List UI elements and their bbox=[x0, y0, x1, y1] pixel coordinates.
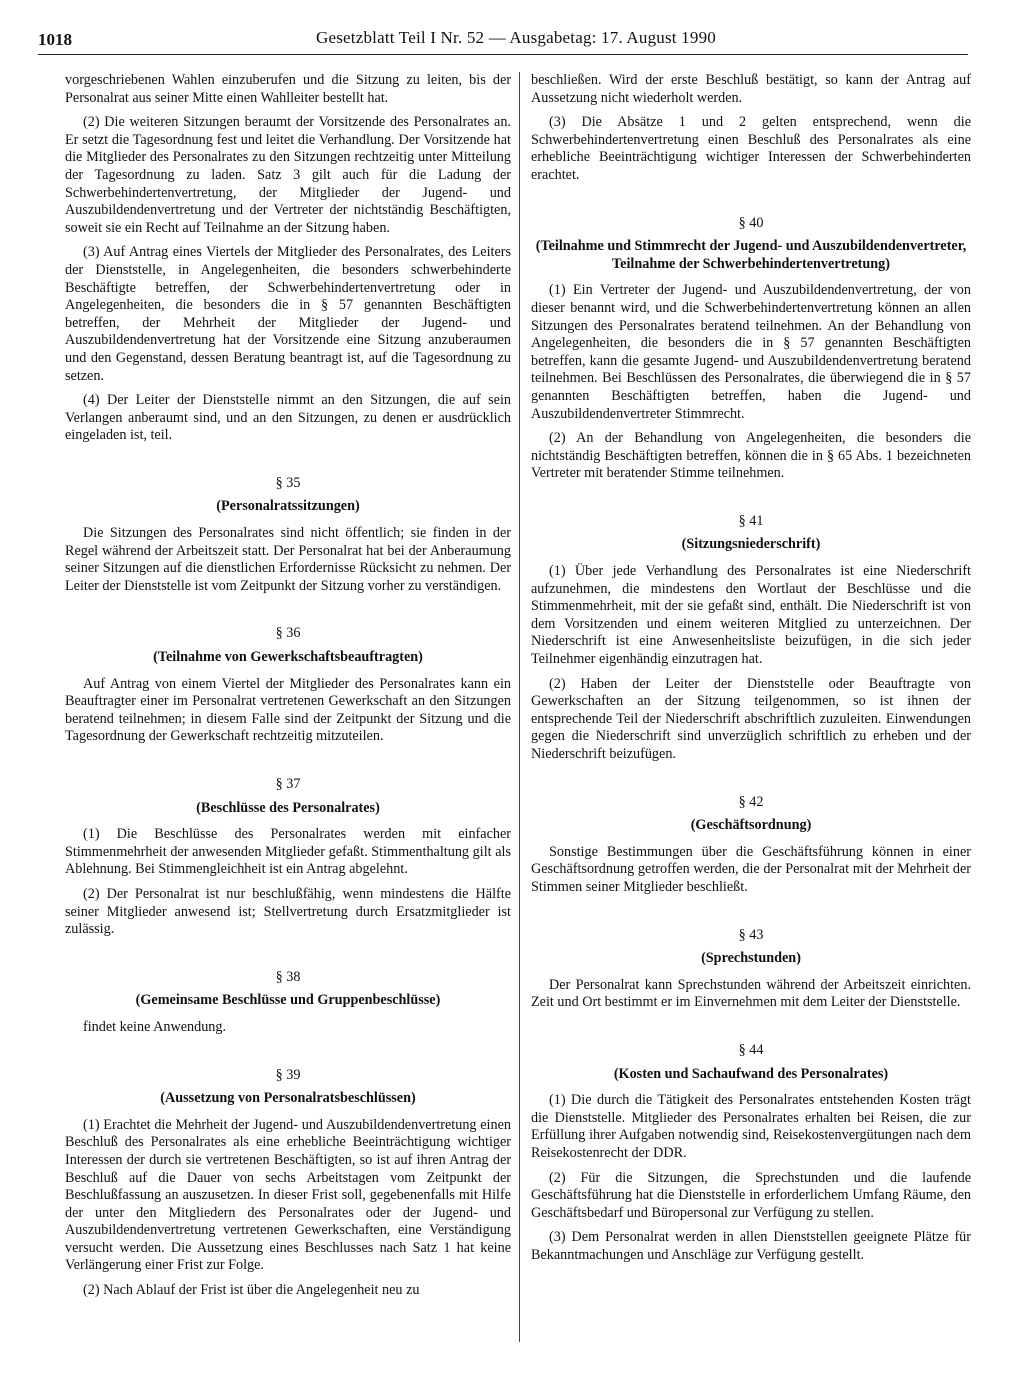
section-number: § 39 bbox=[275, 1066, 301, 1083]
page-header bbox=[38, 30, 968, 58]
paragraph: (1) Über jede Verhandlung des Personalrates ist eine Niederschrift aufzunehmen, die mindestens den Wortlaut der Beschlüsse und die Stimmenmehrheit, mit der sie gefaßt sind, enthält. Die Niederschrift ist von dem Vorsitzenden und einem weiteren Mitglied zu unterzeichnen. Der Niederschrift ist eine Anwesenheitsliste beizufügen, in die sich jeder Teilnehmer eigenhändig einzutragen hat. bbox=[531, 563, 971, 668]
section-title: (Kosten und Sachaufwand des Personalrates) bbox=[613, 1065, 889, 1082]
section-title: (Aussetzung von Personalratsbeschlüssen) bbox=[160, 1090, 416, 1107]
section-number: § 42 bbox=[738, 793, 764, 810]
section-number: § 41 bbox=[738, 512, 764, 529]
paragraph: beschließen. Wird der erste Beschluß bestätigt, so kann der Antrag auf Aussetzung nicht wiederholt werden. bbox=[531, 72, 971, 106]
paragraph: (1) Erachtet die Mehrheit der Jugend- und Auszubildendenvertretung einen Beschluß des Personalrates als eine erhebliche Beeinträchtigung wichtiger Interessen der durch sie vertretenen Beschäftigten, so ist auf ihren Antrag der Beschluß auf die Dauer von sechs Arbeitstagen vom Zeitpunkt der Beschlußfassung an auszusetzen. In dieser Frist soll, gegebenenfalls mit Hilfe der unter den Mitgliedern des Personalrates oder der Jugend- und Auszubildendenvertretung vertretenen Gewerkschaften, eine Verständigung versucht werden. Die Aussetzung eines Beschlusses nach Satz 1 hat keine Verlängerung einer Frist zur Folge. bbox=[65, 1116, 511, 1274]
header-rule bbox=[38, 54, 968, 55]
paragraph: Sonstige Bestimmungen über die Geschäftsführung können in einer Geschäftsordnung getroffen werden, die der Personalrat mit der Mehrheit der Stimmen seiner Mitglieder beschließt. bbox=[531, 843, 971, 895]
section-title: (Sprechstunden) bbox=[701, 950, 801, 967]
paragraph: (3) Auf Antrag eines Viertels der Mitglieder des Personalrates, des Leiters der Dienststelle, in Angelegenheiten, die besonders schwerbehinderte Beschäftigte betreffen, der Schwerbehindertenvertretung oder in Angelegenheiten, die besonders die in § 57 genannten Beschäftigten betreffen, der Mehrheit der Mitglieder der Jugend- und Auszubildendenvertretung hat der Vorsitzende eine Sitzung anzuberaumen und den Gegenstand, dessen Beratung beantragt ist, auf die Tagesordnung zu setzen. bbox=[65, 244, 511, 384]
section-number: § 43 bbox=[738, 926, 764, 943]
paragraph: (2) Für die Sitzungen, die Sprechstunden und die laufende Geschäftsführung hat die Dienststelle in erforderlichem Umfang Räume, den Geschäftsbedarf und Büropersonal zur Verfügung zu stellen. bbox=[531, 1169, 971, 1221]
section-number: § 36 bbox=[275, 625, 301, 642]
paragraph: (4) Der Leiter der Dienststelle nimmt an den Sitzungen, die auf sein Verlangen anberaumt sind, und an den Sitzungen, zu denen er ausdrücklich eingeladen ist, teil. bbox=[65, 392, 511, 444]
paragraph: (1) Die durch die Tätigkeit des Personalrates entstehenden Kosten trägt die Dienststelle. Mitglieder des Personalrates erhalten bei Reisen, die zur Erfüllung ihrer Aufgaben notwendig sind, Reisekostenvergütungen nach dem Reisekostenrecht der DDR. bbox=[531, 1092, 971, 1161]
paragraph: (2) Der Personalrat ist nur beschlußfähig, wenn mindestens die Hälfte seiner Mitglieder anwesend ist; Stellvertretung durch Ersatzmitglieder ist zulässig. bbox=[65, 885, 511, 938]
paragraph: findet keine Anwendung. bbox=[83, 1018, 227, 1035]
paragraph: vorgeschriebenen Wahlen einzuberufen und die Sitzung zu leiten, bis der Personalrat aus seiner Mitte einen Wahlleiter bestellt hat. bbox=[65, 72, 511, 106]
section-title: (Geschäftsordnung) bbox=[690, 817, 812, 834]
paragraph: (2) Die weiteren Sitzungen beraumt der Vorsitzende des Personalrates an. Er setzt die Tagesordnung fest und leitet die Verhandlung. Der Vorsitzende hat die Mitglieder des Personalrates zu den Sitzungen rechtzeitig unter Mitteilung der Tagesordnung zu laden. Satz 3 gilt auch für die Ladung der Schwerbehindertenvertretung, der Mitglieder der Jugend- und Auszubildendenvertretung und der Vertreter der nichtständig Beschäftigten, soweit sie ein Recht auf Teilnahme an der Sitzung haben. bbox=[65, 114, 511, 236]
paragraph: (3) Dem Personalrat werden in allen Dienststellen geeignete Plätze für Bekanntmachungen und Anschläge zur Verfügung gestellt. bbox=[531, 1229, 971, 1263]
paragraph: (3) Die Absätze 1 und 2 gelten entsprechend, wenn die Schwerbehindertenvertretung einen Beschluß des Personalrates als eine erhebliche Beeinträchtigung wichtiger Interessen der Schwerbehinderten erachtet. bbox=[531, 114, 971, 183]
page-number: 1018 bbox=[38, 30, 72, 49]
paragraph: (1) Die Beschlüsse des Personalrates werden mit einfacher Stimmenmehrheit der anwesenden Mitglieder gefaßt. Stimmenthaltung gilt als Ablehnung. Bei Stimmengleichheit ist ein Antrag abgelehnt. bbox=[65, 826, 511, 878]
section-title: (Sitzungsniederschrift) bbox=[681, 536, 821, 553]
paragraph: (2) Nach Ablauf der Frist ist über die Angelegenheit neu zu bbox=[83, 1282, 420, 1299]
section-number: § 38 bbox=[275, 968, 301, 985]
section-title: (Personalratssitzungen) bbox=[216, 498, 360, 515]
section-title: (Beschlüsse des Personalrates) bbox=[196, 799, 380, 816]
section-number: § 44 bbox=[738, 1041, 764, 1058]
paragraph: (1) Ein Vertreter der Jugend- und Auszubildendenvertretung, der von dieser benannt wird, und die Schwerbehindertenvertretung können an allen Sitzungen des Personalrates beratend teilnehmen. An der Behandlung von Angelegenheiten, die besonders die in § 57 genannten Beschäftigten betreffen, kann die gesamte Jugend- und Auszubildendenvertretung beratend teilnehmen. Bei Beschlüssen des Personalrates, die überwiegend die in § 57 genannten Beschäftigten betreffen, haben die Jugend- und Auszubildendenvertreter Stimmrecht. bbox=[531, 282, 971, 422]
section-title: (Gemeinsame Beschlüsse und Gruppenbeschlüsse) bbox=[135, 992, 441, 1009]
paragraph: Die Sitzungen des Personalrates sind nicht öffentlich; sie finden in der Regel während der Arbeitszeit statt. Der Personalrat hat bei der Anberaumung seiner Sitzungen auf die dienstlichen Erfordernisse Rücksicht zu nehmen. Der Leiter der Dienststelle ist vom Zeitpunkt der Sitzung vorher zu verständigen. bbox=[65, 525, 511, 594]
left-column bbox=[65, 72, 511, 1307]
section-number: § 35 bbox=[275, 474, 301, 491]
section-title: (Teilnahme und Stimmrecht der Jugend- und Auszubildendenvertreter, Teilnahme der Schwerbehindertenvertretung) bbox=[535, 238, 967, 272]
paragraph: Der Personalrat kann Sprechstunden während der Arbeitszeit einrichten. Zeit und Ort bestimmt er im Einvernehmen mit dem Leiter der Dienststelle. bbox=[531, 976, 971, 1011]
paragraph: Auf Antrag von einem Viertel der Mitglieder des Personalrates kann ein Beauftragter einer im Personalrat vertretenen Gewerkschaft an den Sitzungen beratend teilnehmen; in diesem Falle sind der Zeitpunkt der Sitzung und die Tagesordnung der Gewerkschaft rechtzeitig mitzuteilen. bbox=[65, 675, 511, 745]
column-divider bbox=[519, 72, 520, 1342]
paragraph: (2) Haben der Leiter der Dienststelle oder Beauftragte von Gewerkschaften an der Sitzung teilgenommen, so ist ihnen der entsprechende Teil der Niederschrift abschriftlich zuzuleiten. Einwendungen gegen die Niederschrift sind unverzüglich schriftlich zu erheben und der Niederschrift beizufügen. bbox=[531, 675, 971, 762]
right-column bbox=[531, 72, 971, 1271]
section-number: § 40 bbox=[738, 214, 764, 231]
publication-title: Gesetzblatt Teil I Nr. 52 — Ausgabetag: 17. August 1990 bbox=[316, 28, 716, 47]
section-number: § 37 bbox=[275, 776, 301, 792]
section-title: (Teilnahme von Gewerkschaftsbeauftragten) bbox=[153, 649, 423, 666]
paragraph: (2) An der Behandlung von Angelegenheiten, die besonders die nichtständig Beschäftigten betreffen, können die in § 65 Abs. 1 bezeichneten Vertreter mit beratender Stimme teilnehmen. bbox=[531, 430, 971, 482]
